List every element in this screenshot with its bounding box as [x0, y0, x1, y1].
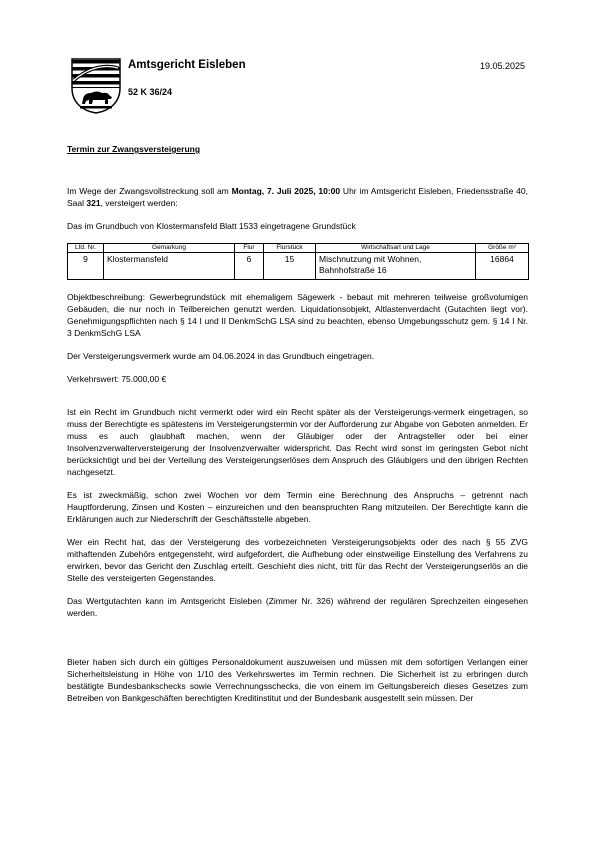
- property-table: [67, 243, 529, 280]
- column-header: Lfd. Nr.: [68, 244, 104, 253]
- intro-paragraph: [67, 185, 528, 209]
- auction-room: 321: [86, 198, 101, 208]
- table-header-row: [68, 244, 529, 253]
- spacer: [67, 630, 528, 656]
- table-cell: Klostermansfeld: [104, 253, 235, 280]
- column-header: Gemarkung: [104, 244, 235, 253]
- object-description: Objektbeschreibung: Gewerbegrundstück mit ehemaligem Sägewerk - bebaut mit mehreren teilweise großvolumigen Gebäuden, die nur noch in Teilbereichen genutzt werden. Liquidationsobjekt, Altlastenverdacht (Gutachten liegt vor). Genehmigungspflichten nach § 14 I und II DenkmSchG LSA sind zu beachten, ebenso Umgebungsschutz gem. § 14 I Nr. 3 DenkmSchG LSA: [67, 292, 528, 338]
- column-header: Flurstück: [264, 244, 316, 253]
- notice-title: Termin zur Zwangsversteigerung: [67, 144, 201, 154]
- table-cell: 6: [235, 253, 264, 280]
- rights-paragraph: Ist ein Recht im Grundbuch nicht vermerkt oder wird ein Recht später als der Versteigerungs-vermerk eingetragen, so muss der Berechtigte es spätestens im Versteigerungstermin vor der Aufforderung zur Abgabe von Geboten anmelden. Er muss es auch glaubhaft machen, wenn der Gläubiger oder der Antragsteller oder bei einer Insolvenzverwalterversteigerung der Insolvenzverwalter widerspricht. Das Recht wird sonst im geringsten Gebot nicht berücksichtigt und bei der Verteilung des Versteigerungserlöses dem Anspruch des Gläubigers und den übrigen Rechten nachgesetzt.: [67, 407, 528, 477]
- calculation-paragraph: Es ist zweckmäßig, schon zwei Wochen vor dem Termin eine Berechnung des Anspruchs – getrennt nach Hauptforderung, Zinsen und Kosten – einzureichen und den beanspruchten Rang mitzuteilen. Der Berechtigte kann die Erklärungen auch zur Niederschrift der Geschäftsstelle abgeben.: [67, 490, 528, 524]
- registration-note: Der Versteigerungsvermerk wurde am 04.06.2024 in das Grundbuch eingetragen.: [67, 351, 375, 361]
- coat-of-arms-logo: [71, 58, 121, 114]
- intro-text-1: Im Wege der Zwangsvollstreckung soll am: [67, 186, 232, 196]
- table-cell: 9: [68, 253, 104, 280]
- column-header: Wirtschaftsart und Lage: [316, 244, 476, 253]
- spacer: [67, 396, 528, 406]
- auction-date-time: Montag, 7. Juli 2025, 10:00: [231, 186, 341, 196]
- table-row: [68, 253, 529, 280]
- property-line: Das im Grundbuch von Klostermansfeld Blatt 1533 eingetragene Grundstück: [67, 221, 356, 231]
- intro-text-2: Uhr im Amtsgericht Eisleben, Friedensstraße 40, Saal: [67, 186, 528, 208]
- court-name: Amtsgericht Eisleben: [128, 59, 246, 71]
- document-date: 19.05.2025: [479, 61, 525, 71]
- opposing-right-paragraph: Wer ein Recht hat, das der Versteigerung des vorbezeichneten Versteigerungsobjekts oder des nach § 55 ZVG mithaftenden Zubehörs entgegensteht, wird aufgefordert, die Aufhebung oder einstweilige Einstellung des Verfahrens zu erwirken, bevor das Gericht den Zuschlag erteilt. Geschieht dies nicht, tritt für das Recht der Versteigerungserlös an die Stelle des versteigerten Gegenstandes.: [67, 537, 528, 583]
- document-body: [67, 143, 528, 715]
- table-cell: 15: [264, 253, 316, 280]
- intro-text-3: , versteigert werden:: [100, 198, 178, 208]
- table-cell: 16864: [476, 253, 529, 280]
- appraisal-paragraph: Das Wertgutachten kann im Amtsgericht Eisleben (Zimmer Nr. 326) während der regulären Sprechzeiten eingesehen werden.: [67, 596, 528, 618]
- case-number: 52 K 36/24: [128, 87, 173, 97]
- market-value: Verkehrswert: 75.000,00 €: [67, 374, 167, 384]
- table-cell: Mischnutzung mit Wohnen, Bahnhofstraße 16: [316, 253, 476, 280]
- column-header: Größe m²: [476, 244, 529, 253]
- bidders-paragraph: Bieter haben sich durch ein gültiges Personaldokument auszuweisen und müssen mit dem sofortigen Verlangen einer Sicherheitsleistung in Höhe von 1/10 des Verkehrswertes im Termin rechnen. Die Sicherheit ist zu erbringen durch bestätigte Bundesbankschecks sowie Verrechnungsschecks, die von einem im Geltungsbereich dieses Gesetzes zum Betreiben von Bankgeschäften berechtigten Kreditinstitut und der Bundesbank ausgestellt sein müssen. Der: [67, 657, 528, 703]
- column-header: Flur: [235, 244, 264, 253]
